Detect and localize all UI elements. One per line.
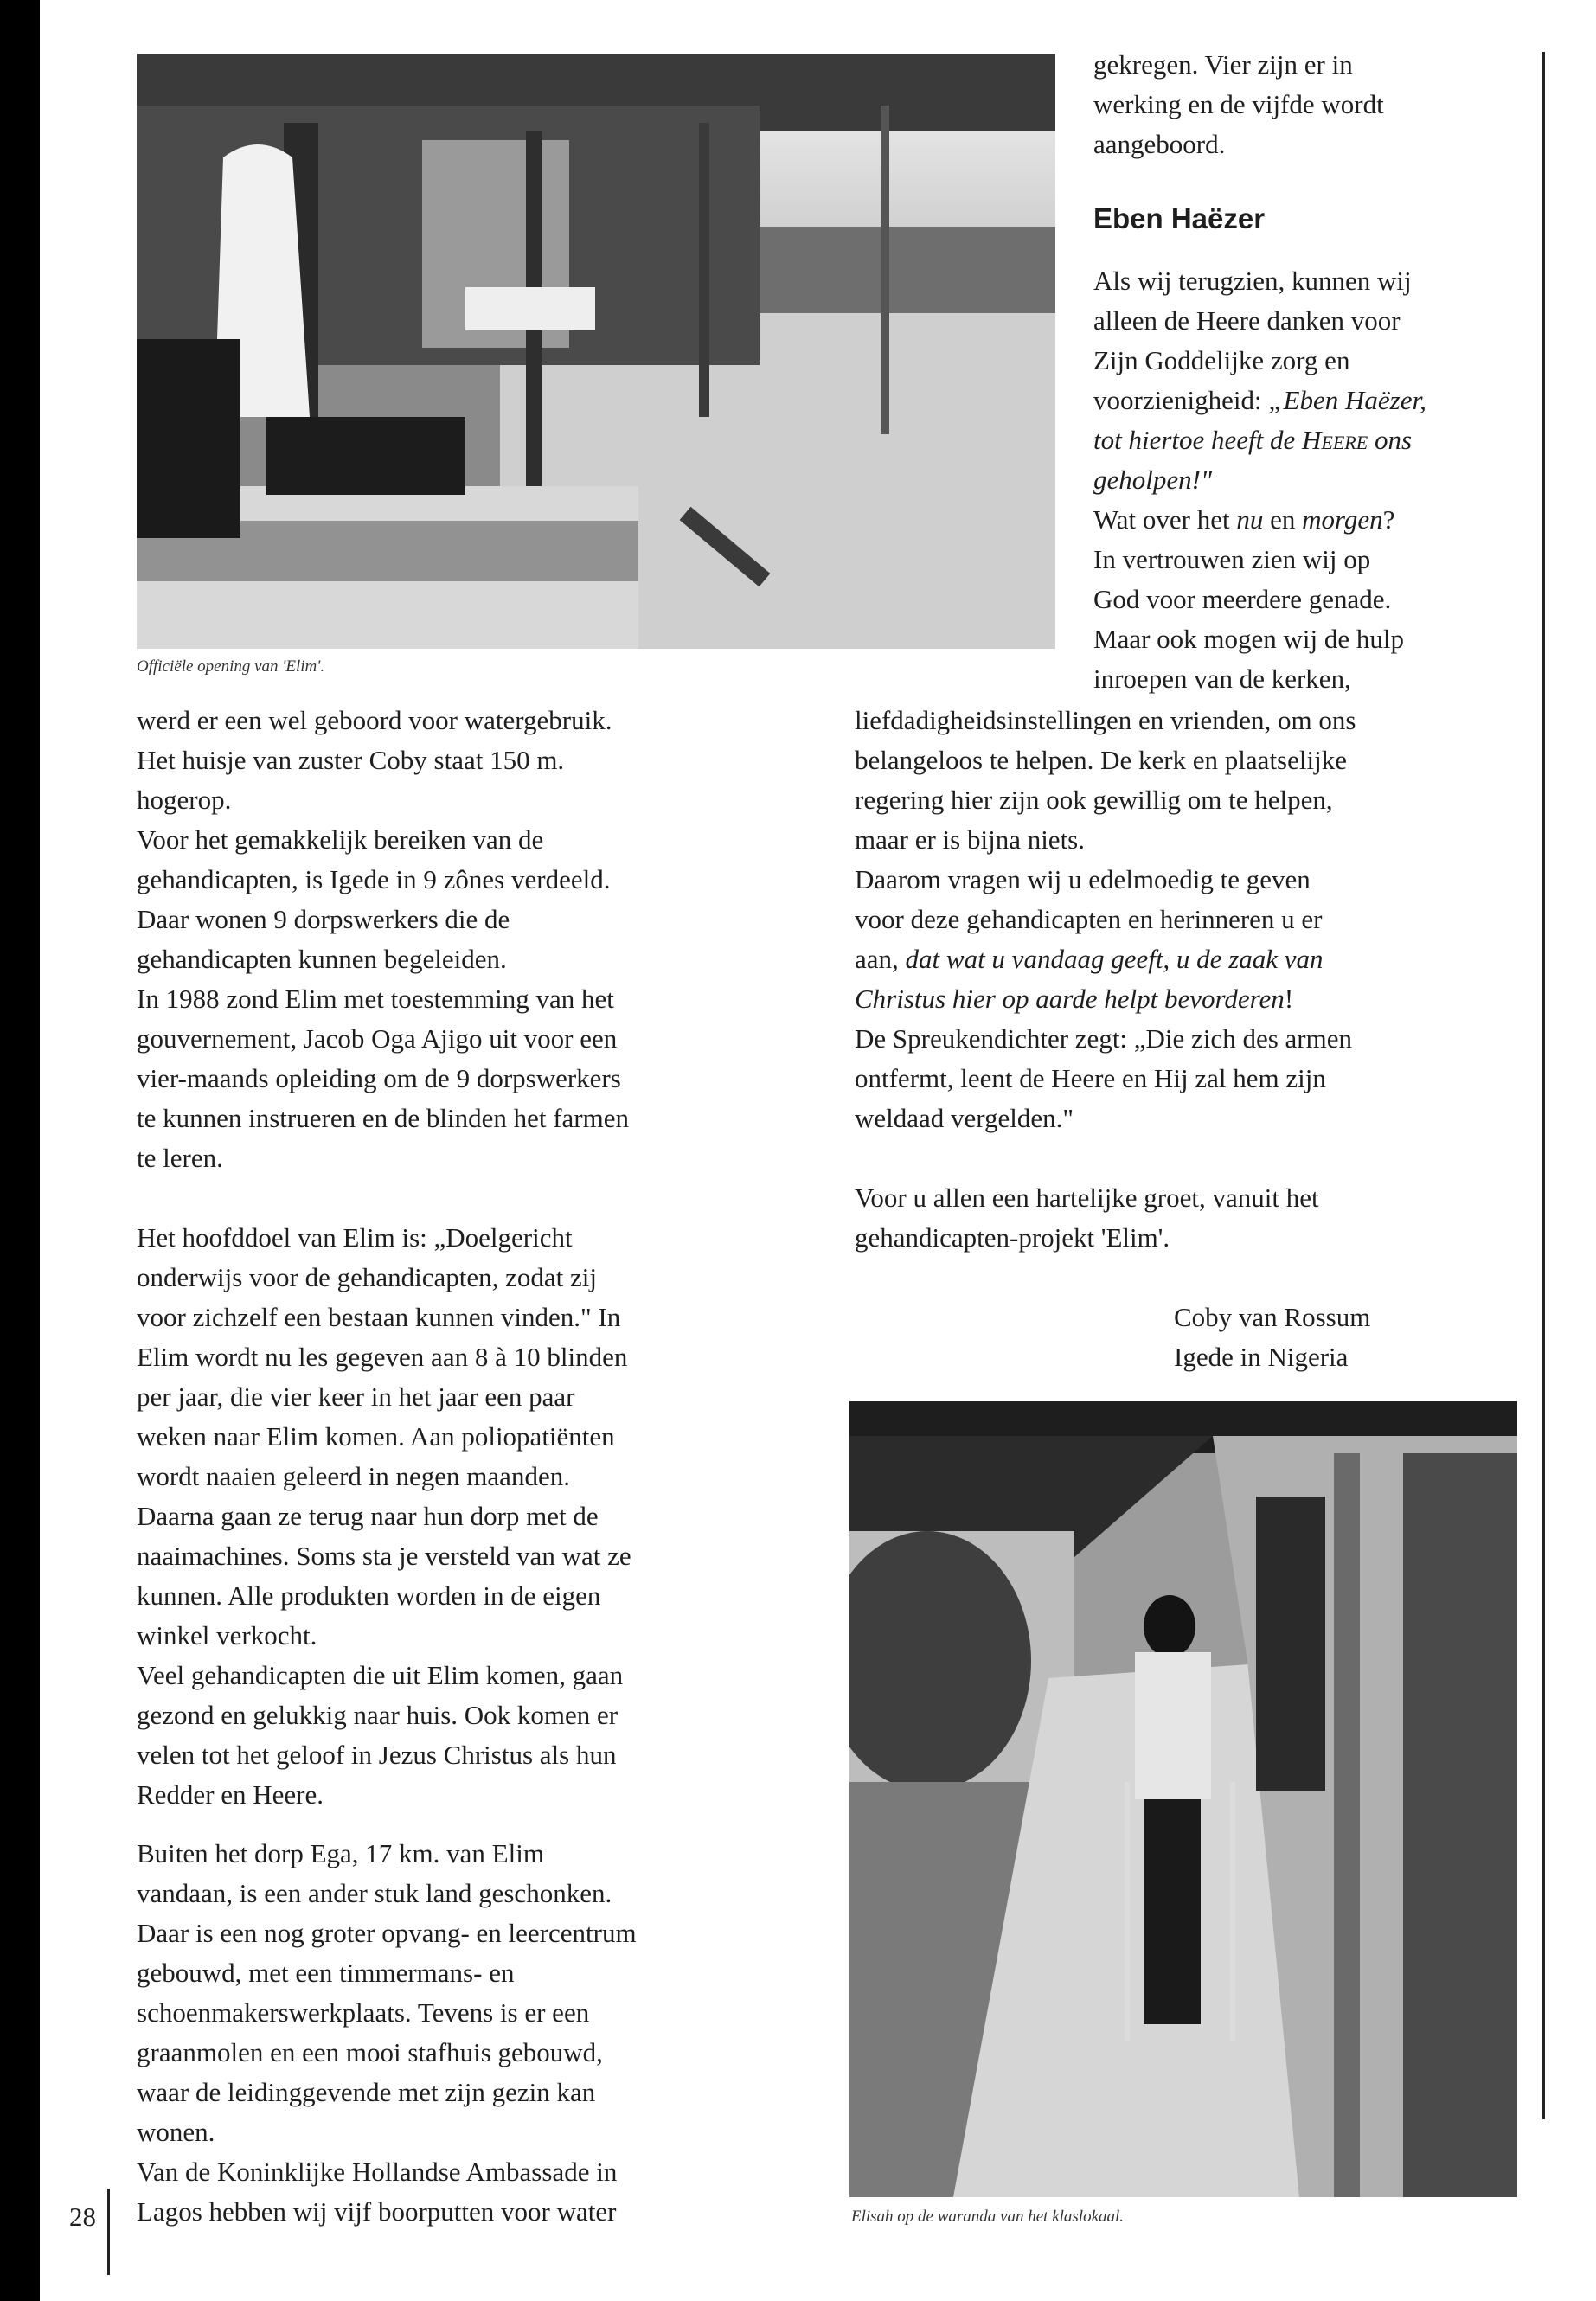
text-line: In vertrouwen zien wij op <box>1093 544 1371 574</box>
text-line: Het hoofddoel van Elim is: „Doelgericht <box>137 1222 573 1253</box>
text-line: maar er is bijna niets. <box>855 824 1085 855</box>
text-line: Als wij terugzien, kunnen wij <box>1093 266 1412 296</box>
text-line: voor deze gehandicapten en herinneren u er <box>855 904 1323 934</box>
signature-place: Igede in Nigeria <box>1174 1342 1349 1372</box>
text-line: wordt naaien geleerd in negen maanden. <box>137 1461 570 1491</box>
text-line: gezond en gelukkig naar huis. Ook komen er <box>137 1700 619 1730</box>
text-line: gekregen. Vier zijn er in <box>1093 49 1353 80</box>
text-line: Voor u allen een hartelijke groet, vanuit het <box>855 1183 1319 1213</box>
photo-elisah-veranda <box>849 1401 1517 2197</box>
text-line: gehandicapten, is Igede in 9 zônes verdeeld. <box>137 864 611 894</box>
column-rule-left <box>107 2189 110 2275</box>
text-line: God voor meerdere genade. <box>1093 584 1392 614</box>
text-line: weldaad vergelden." <box>855 1103 1074 1133</box>
text-line: Redder en Heere. <box>137 1779 324 1810</box>
text-line: vandaan, is een ander stuk land geschonken. <box>137 1878 612 1908</box>
right-column-wide <box>855 701 1356 1258</box>
text-line: Daar wonen 9 dorpswerkers die de <box>137 904 510 934</box>
text-line: per jaar, die vier keer in het jaar een paar <box>137 1381 575 1412</box>
text-line: alleen de Heere danken voor <box>1093 305 1401 336</box>
text-line: Buiten het dorp Ega, 17 km. van Elim <box>137 1838 544 1868</box>
text-line: liefdadigheidsinstellingen en vrienden, om ons <box>855 705 1356 735</box>
text-line: inroepen van de kerken, <box>1093 663 1351 694</box>
text-line: aan, dat wat u vandaag geeft, u de zaak van <box>855 944 1324 974</box>
text-line: tot hiertoe heeft de Heere ons <box>1093 425 1413 455</box>
text-line: graanmolen en een mooi stafhuis gebouwd, <box>137 2037 603 2067</box>
text-line: werking en de vijfde wordt <box>1093 89 1384 119</box>
photo-official-opening <box>137 54 1055 649</box>
paragraph-main-goal <box>137 1218 637 1815</box>
signature <box>1174 1298 1370 1377</box>
text-line: schoenmakerswerkplaats. Tevens is er een <box>137 1997 590 2028</box>
text-line: velen tot het geloof in Jezus Christus als hun <box>137 1740 617 1770</box>
text-line: De Spreukendichter zegt: „Die zich des armen <box>855 1023 1352 1054</box>
right-column-narrow <box>1093 261 1426 699</box>
section-heading-eben-haezer: Eben Haëzer <box>1093 202 1266 234</box>
text-line: Wat over het nu en morgen? <box>1093 504 1395 535</box>
text-line: Maar ook mogen wij de hulp <box>1093 624 1405 654</box>
photo-elisah-veranda-caption: Elisah op de waranda van het klaslokaal. <box>851 2208 1125 2226</box>
text-line: wonen. <box>137 2117 215 2147</box>
photo-official-opening-caption: Officiële opening van 'Elim'. <box>137 657 325 676</box>
heere-small-caps: Heere <box>1302 425 1368 455</box>
photo-official-opening-image <box>137 54 1055 649</box>
text-line: naaimachines. Soms sta je versteld van wat ze <box>137 1541 631 1571</box>
text-line: Van de Koninklijke Hollandse Ambassade in <box>137 2157 618 2187</box>
text-line: Zijn Goddelijke zorg en <box>1093 345 1350 375</box>
text-line: Het huisje van zuster Coby staat 150 m. <box>137 745 565 775</box>
text-line: onderwijs voor de gehandicapten, zodat zij <box>137 1262 597 1292</box>
text-line: In 1988 zond Elim met toestemming van het <box>137 984 614 1014</box>
text-line: Daarom vragen wij u edelmoedig te geven <box>855 864 1311 894</box>
text-line: weken naar Elim komen. Aan poliopatiënten <box>137 1421 615 1452</box>
text-line: Veel gehandicapten die uit Elim komen, gaan <box>137 1660 624 1690</box>
text-line: gouvernement, Jacob Oga Ajigo uit voor een <box>137 1023 618 1054</box>
text-line: voorzienigheid: „Eben Haëzer, <box>1093 385 1426 415</box>
signature-name: Coby van Rossum <box>1174 1302 1371 1332</box>
column-rule-right <box>1542 52 1545 2119</box>
text-line: winkel verkocht. <box>137 1620 317 1650</box>
text-line: Daarna gaan ze terug naar hun dorp met de <box>137 1501 599 1531</box>
text-line: geholpen!" <box>1093 465 1212 495</box>
text-line: waar de leidinggevende met zijn gezin kan <box>137 2077 596 2107</box>
text-line: Christus hier op aarde helpt bevorderen! <box>855 984 1294 1014</box>
left-column <box>137 701 637 2232</box>
text-line: hogerop. <box>137 785 232 815</box>
text-line: werd er een wel geboord voor watergebruik. <box>137 705 612 735</box>
text-line: belangeloos te helpen. De kerk en plaatselijke <box>855 745 1347 775</box>
page-number: 28 <box>69 2202 96 2232</box>
text-line: gebouwd, met een timmermans- en <box>137 1958 515 1988</box>
text-line: gehandicapten-projekt 'Elim'. <box>855 1222 1170 1253</box>
text-line: te leren. <box>137 1143 223 1173</box>
paragraph-ega-centre <box>137 1834 637 2232</box>
text-line: Daar is een nog groter opvang- en leercentrum <box>137 1918 637 1948</box>
right-column-top <box>1093 45 1384 164</box>
text-line: Voor het gemakkelijk bereiken van de <box>137 824 544 855</box>
text-line: regering hier zijn ook gewillig om te helpen, <box>855 785 1333 815</box>
paragraph-wells-zones <box>137 701 637 1178</box>
text-line: kunnen. Alle produkten worden in de eigen <box>137 1580 601 1611</box>
text-line: aangeboord. <box>1093 129 1226 159</box>
text-line: Elim wordt nu les gegeven aan 8 à 10 blinden <box>137 1342 628 1372</box>
photo-elisah-veranda-image <box>849 1401 1517 2197</box>
text-line: Lagos hebben wij vijf boorputten voor water <box>137 2196 617 2227</box>
text-line: voor zichzelf een bestaan kunnen vinden." In <box>137 1302 621 1332</box>
scan-edge <box>0 0 40 2301</box>
text-line: gehandicapten kunnen begeleiden. <box>137 944 507 974</box>
text-line: te kunnen instrueren en de blinden het farmen <box>137 1103 629 1133</box>
text-line: vier-maands opleiding om de 9 dorpswerkers <box>137 1063 621 1093</box>
quote-eben-haezer: „Eben Haëzer, <box>1268 385 1426 415</box>
text-line: ontfermt, leent de Heere en Hij zal hem zijn <box>855 1063 1326 1093</box>
